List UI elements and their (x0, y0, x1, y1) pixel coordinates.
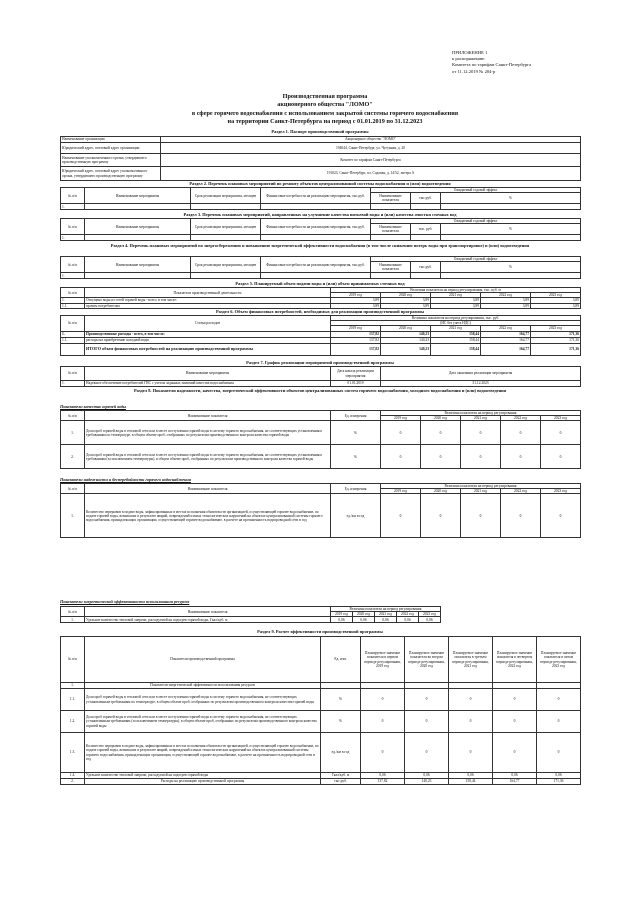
col-volume: Величина показателя на период регулирования, тыс. куб. м (331, 288, 581, 293)
year-header: 2021 год (375, 612, 397, 617)
year-header: 2022 год (481, 293, 531, 298)
col-period: Планируемое значение показателя в пятом периоде регулирования, 2023 год (537, 637, 581, 683)
row-num: 1.1. (61, 337, 85, 343)
row-name: расходы на приобретение холодной воды (85, 337, 331, 343)
cell-value: 164,77 (481, 337, 531, 343)
cell-unit: % (331, 421, 381, 445)
row-name: прочим потребителям (85, 303, 331, 308)
year-header: 2022 год (481, 326, 531, 331)
cell-value: 164,77 (493, 779, 537, 785)
col-finance: Финансовые потребности на реализацию мероприятия, тыс.руб. (261, 219, 371, 235)
cell-unit: Гкал/куб. м (321, 773, 361, 779)
year-header: 2020 год (381, 326, 431, 331)
section-8-heading: Раздел 8. Показатели надежности, качества, энергетической эффективности объектов централизованных систем горячего водоснабжения, холодного водоснабжения и (или) водоотведения (133, 388, 507, 393)
row-name: ИТОГО объем финансовых потребностей на реализацию производственной программы (85, 343, 331, 355)
passport-label: Наименование организации (61, 137, 161, 143)
cell-value: 0 (449, 711, 493, 733)
col-num: № п/п (61, 219, 85, 235)
title-line-3: в сфере горячего водоснабжения с использованием закрытой системы горячего водоснабжения (191, 109, 459, 117)
row-name: Удельное количество тепловой энергии, расходуемой на подогрев горячей воды (85, 773, 321, 779)
table-row (61, 711, 581, 733)
year-header: 2020 год (421, 489, 461, 494)
col-name: Наименование мероприятия (85, 257, 191, 273)
year-header: 2019 год (331, 612, 353, 617)
title-line-2: акционерного общества "ЛОМО" (277, 101, 373, 109)
cell-value: 0,06 (405, 773, 449, 779)
cell-value: 164,77 (481, 331, 531, 337)
col-period: Планируемое значение показателя в четвертом периоде регулирования, 2022 год (493, 637, 537, 683)
cell-value: 3,89 (381, 298, 431, 303)
cell-start: 01.01.2019 (331, 381, 381, 387)
cell-value: 0 (421, 494, 461, 538)
table-row (61, 779, 581, 785)
col-end: Дата окончания реализации мероприятия (381, 367, 581, 381)
row-num: 1. (61, 204, 85, 210)
row-name: Доля проб горячей воды в тепловой сети или в месте поступления горячей воды в систему горячего водоснабжения, не соответствующих установленным требованиям (за исключением температуры), в общем объеме проб, отобранных по результатам производственного контроля качества горячей воды (85, 445, 331, 469)
row-num: 1. (61, 273, 85, 279)
table-row (61, 494, 581, 538)
reliability-indicators-table (60, 483, 581, 538)
subheading-reliability: Показатели надежности и бесперебойности горячего водоснабжения (60, 477, 191, 482)
cell-value: 0 (501, 494, 541, 538)
row-name: Доля проб горячей воды в тепловой сети или в месте поступления горячей воды в систему горячего водоснабжения, не соответствующих установленным требованиям (за исключением температуры), в общем объеме проб, отобранных по результатам производственного контроля качества горячей воды (85, 711, 321, 733)
cell-value: 137,82 (331, 331, 381, 337)
document-title (90, 93, 560, 127)
cell-value: 3,89 (481, 303, 531, 308)
cell-value: 0 (541, 421, 581, 445)
col-unit: Ед. изм. (321, 637, 361, 683)
passport-value: Комитет по тарифам Санкт-Петербурга (161, 154, 581, 167)
cell-value: 171,36 (537, 779, 581, 785)
quality-plan-table (60, 218, 581, 241)
cell-value: 0 (421, 445, 461, 469)
cell-value: 3,89 (331, 303, 381, 308)
repair-plan-table (60, 187, 581, 210)
year-header: 2021 год (431, 293, 481, 298)
cell-value: 3,89 (381, 303, 431, 308)
section-5-heading: Раздел 5. Планируемый объем подачи воды и (или) объем принимаемых сточных вод (235, 281, 405, 286)
section-4-heading: Раздел 4. Перечень плановых мероприятий по энергосбережению и повышению энергетической эффективности водоснабжения (в том числе снижению потерь воды при транспортировке) и (или) водоотведения (110, 243, 530, 248)
col-indicator: Наименование показателя (371, 262, 411, 273)
col-period: Срок реализации мероприятия, месяцев (191, 219, 261, 235)
cell-value: 3,89 (531, 298, 581, 303)
row-num: 1.1. (61, 303, 85, 308)
year-header: 2021 год (461, 489, 501, 494)
row-num: 1. (61, 683, 85, 689)
col-volume: Величина показателя на период регулирования, тыс. руб. (331, 316, 581, 321)
col-period: Планируемое значение показателя в третьем периоде регулирования, 2021 год (449, 637, 493, 683)
year-header: 2023 год (541, 416, 581, 421)
cell-value: 0,06 (353, 617, 375, 623)
col-effect: Ожидаемый годовой эффект (371, 257, 581, 262)
year-header: 2019 год (381, 416, 421, 421)
col-num: № п/п (61, 316, 85, 332)
col-unit: Ед. измерения (331, 411, 381, 421)
col-rub: тыс.руб. (411, 193, 441, 204)
year-header: 2023 год (531, 293, 581, 298)
appendix-line: к распоряжению (452, 56, 485, 62)
table-row (61, 343, 581, 355)
table-row (61, 733, 581, 773)
row-num: 1. (61, 381, 85, 387)
row-num: 1. (61, 235, 85, 241)
year-header: 2022 год (501, 489, 541, 494)
cell-unit: ед./км в год (331, 494, 381, 538)
col-num: № п/п (61, 257, 85, 273)
cell-unit: тыс.руб. (321, 779, 361, 785)
title-line-1: Производственная программа (282, 93, 368, 100)
table-row (61, 421, 581, 445)
col-num: № п/п (61, 484, 85, 494)
cell-value: 0 (381, 445, 421, 469)
cell-value: 0 (541, 494, 581, 538)
row-num: 1. (61, 331, 85, 337)
row-name: Отпущено воды из сетей горячей воды - всего, в том числе: (85, 298, 331, 303)
row-name: Показатели энергетической эффективности использования ресурсов (85, 683, 321, 689)
col-pct: % (441, 224, 581, 235)
cell-value: 0 (405, 689, 449, 711)
col-name: Наименование показателя (85, 607, 331, 617)
cell-value: 137,82 (331, 343, 381, 355)
row-num: 1. (61, 298, 85, 303)
col-num: № п/п (61, 607, 85, 617)
cell-value: 0 (405, 711, 449, 733)
row-num: 1.1. (61, 689, 85, 711)
col-num: № п/п (61, 637, 85, 683)
section-3-heading: Раздел 3. Перечень плановых мероприятий, направленных на улучшение качества питьевой воды и (или) качества очистки сточных вод (183, 212, 457, 217)
passport-label: Наименование уполномоченного органа, утвердившего производственную программу (61, 154, 161, 167)
appendix-block (452, 50, 622, 75)
subheading-quality: Показатели качества горячей воды (60, 404, 126, 409)
col-name: Наименование показателя (85, 484, 331, 494)
year-header: 2022 год (397, 612, 419, 617)
col-effect: Ожидаемый годовой эффект (371, 188, 581, 193)
year-header: 2019 год (381, 489, 421, 494)
cell-value: 0,06 (375, 617, 397, 623)
cell-value: 158,44 (431, 343, 481, 355)
col-num: № п/п (61, 188, 85, 204)
col-num: № п/п (61, 411, 85, 421)
col-unit: Ед. измерения (331, 484, 381, 494)
cell-value: 0,06 (419, 617, 441, 623)
col-rub: тыс.руб. (411, 262, 441, 273)
col-name: Наименование мероприятия (85, 188, 191, 204)
row-name: Надежное обеспечение потребителей ГВС с учетом заданных значений качества водоснабжения (85, 381, 331, 387)
col-period: Планируемое значение показателя в первом периоде регулирования, 2019 год (361, 637, 405, 683)
title-line-4: на территории Санкт-Петербурга на период с 01.01.2019 по 31.12.2023 (227, 118, 423, 126)
cell-value: 171,36 (531, 337, 581, 343)
year-header: 2021 год (431, 326, 481, 331)
col-name: Наименование мероприятия (85, 219, 191, 235)
row-name: Расходы на реализацию производственной программы (85, 779, 321, 785)
cell-value: 0 (361, 711, 405, 733)
cell-value: 0 (493, 689, 537, 711)
row-name: Производственные расходы - всего, в том числе: (85, 331, 331, 337)
year-header: 2020 год (353, 612, 375, 617)
row-num: 2. (61, 779, 85, 785)
cell-value: 137,82 (361, 779, 405, 785)
cell-value: 0 (381, 494, 421, 538)
passport-label: Юридический адрес, почтовый адрес организации (61, 143, 161, 154)
cell-value: 158,44 (431, 331, 481, 337)
passport-value: 194044, Санкт-Петербург, ул. Чугунная, д. 20 (161, 143, 581, 154)
energy-indicators-table (60, 606, 441, 623)
col-effect: Ожидаемый годовой эффект (371, 219, 581, 224)
row-num: 1.4. (61, 773, 85, 779)
col-name: Наименование показателя (85, 411, 331, 421)
col-volume: Величина показателя на период регулирования (381, 411, 581, 416)
col-finance: Финансовые потребности на реализацию мероприятия, тыс.руб. (261, 188, 371, 204)
finance-table (60, 315, 581, 356)
schedule-table (60, 366, 581, 387)
passport-value: Акционерное общество "ЛОМО" (161, 137, 581, 143)
cell-value: 140,23 (381, 337, 431, 343)
table-row (61, 303, 581, 308)
col-rub: тыс. руб. (411, 224, 441, 235)
cell-value: 140,23 (381, 343, 431, 355)
col-indicator: Наименование показателя (371, 224, 411, 235)
cell-value: 137,82 (331, 337, 381, 343)
col-period: Срок реализации мероприятия, месяцев (191, 257, 261, 273)
col-name: Показатели производственной программы (85, 637, 321, 683)
cell-value: 158,44 (431, 337, 481, 343)
cell-value: 0,06 (397, 617, 419, 623)
cell-value: 0 (493, 733, 537, 773)
cell-value: 158,44 (449, 779, 493, 785)
row-num (61, 343, 85, 355)
energy-plan-table (60, 256, 581, 279)
cell-value: 3,89 (531, 303, 581, 308)
cell-value: 3,89 (331, 298, 381, 303)
row-name: Доля проб горячей воды в тепловой сети или в месте поступления горячей воды в систему горячего водоснабжения, не соответствующих установленным требованиям по температуре, в общем объеме проб, отобранных по результатам производственного контроля качества горячей воды (85, 421, 331, 445)
year-header: 2019 год (331, 326, 381, 331)
cell-value: 0 (405, 733, 449, 773)
cell-value: 0 (449, 689, 493, 711)
col-indicator: Наименование показателя (371, 193, 411, 204)
cell-value: 0 (501, 421, 541, 445)
col-volume: Величина показателя на период регулирования (331, 607, 441, 612)
row-name: Удельное количество тепловой энергии, расходуемой на подогрев горячей воды, Гкал/куб. м (85, 617, 331, 623)
cell-value: 3,89 (431, 303, 481, 308)
row-name: Количество перерывов в подаче воды, зафиксированных в местах исполнения обязательств организацией, осуществляющей горячее водоснабжение, по подаче горячей воды, возникших в результате аварий, повреждений и иных технологических нарушений на объектах централизованной системы горячего водоснабжения, принадлежащих организации, осуществляющей горячее водоснабжение, в расчете на протяженность водопроводной сети в год (85, 494, 331, 538)
appendix-line: Комитета по тарифам Санкт-Петербурга (452, 62, 532, 68)
cell-value: 0 (537, 711, 581, 733)
year-header: 2019 год (331, 293, 381, 298)
year-header: 2023 год (531, 326, 581, 331)
cell-value: 3,89 (481, 298, 531, 303)
section-9-heading: Раздел 9. Расчет эффективности производственной программы (257, 629, 383, 634)
cell-unit: % (331, 445, 381, 469)
table-row (61, 617, 441, 623)
row-num: 1. (61, 494, 85, 538)
cell-value: 0 (461, 445, 501, 469)
col-period: Срок реализации мероприятия, месяцев (191, 188, 261, 204)
cell-unit: % (321, 711, 361, 733)
passport-label: Юридический адрес, почтовый адрес уполномоченного органа, утвердившего производственную программу (61, 167, 161, 181)
year-header: 2021 год (461, 416, 501, 421)
year-header: 2023 год (541, 489, 581, 494)
volume-table (60, 287, 581, 309)
row-num: 1. (61, 421, 85, 445)
row-name: Доля проб горячей воды в тепловой сети или в месте поступления горячей воды в систему горячего водоснабжения, не соответствующих установленным требованиям по температуре, в общем объеме проб, отобранных по результатам производственного контроля качества горячей воды (85, 689, 321, 711)
row-num: 1.2. (61, 711, 85, 733)
cell-value: 0 (461, 421, 501, 445)
cell-value: 0 (501, 445, 541, 469)
passport-value: 191023, Санкт-Петербург, пл. Садовая, д. 14/52, литера А (161, 167, 581, 181)
cell-end: 31.12.2023 (381, 381, 581, 387)
cell-value: 0 (421, 421, 461, 445)
passport-table (60, 136, 581, 181)
cell-value: 0 (537, 689, 581, 711)
col-start: Дата начала реализации мероприятия (331, 367, 381, 381)
section-1-heading: Раздел 1. Паспорт производственной программы (271, 129, 369, 134)
efficiency-table (60, 636, 581, 785)
cell-unit: % (321, 689, 361, 711)
cell-value: 0 (461, 494, 501, 538)
year-header: 2020 год (421, 416, 461, 421)
cell-value: 164,77 (481, 343, 531, 355)
table-row (61, 445, 581, 469)
cell-value: 3,89 (431, 298, 481, 303)
col-name: Наименование мероприятия (85, 367, 331, 381)
cell-value: 140,23 (405, 779, 449, 785)
col-num: № п/п (61, 367, 85, 381)
cell-value: 171,36 (531, 331, 581, 337)
col-pct: % (441, 193, 581, 204)
col-finance: Финансовые потребности на реализацию мероприятия, тыс.руб. (261, 257, 371, 273)
col-pct: % (441, 262, 581, 273)
cell-value: 0,06 (361, 773, 405, 779)
row-num: 2. (61, 445, 85, 469)
section-7-heading: Раздел 7. График реализации мероприятий производственной программы (246, 360, 394, 365)
col-num: № п/п (61, 288, 85, 298)
cell-value: 0,06 (449, 773, 493, 779)
cell-value: 140,23 (381, 331, 431, 337)
quality-indicators-table (60, 410, 581, 469)
cell-value: 0,06 (493, 773, 537, 779)
cell-value: 0,06 (537, 773, 581, 779)
cell-value: 0 (541, 445, 581, 469)
row-num: 1.3. (61, 733, 85, 773)
table-row (61, 381, 581, 387)
subheading-energy: Показатели энергетической эффективности использования ресурсов (60, 599, 190, 604)
year-header: 2020 год (381, 293, 431, 298)
cell-value: 0 (381, 421, 421, 445)
cell-value: 0 (449, 733, 493, 773)
row-name: Количество перерывов в подаче воды, зафиксированных в местах исполнения обязательств организацией, осуществляющей горячее водоснабжение, по подаче горячей воды, возникших в результате аварий, повреждений и иных технологических нарушений на объектах централизованной системы горячего водоснабжения, принадлежащих организации, осуществляющей горячее водоснабжение, в расчете на протяженность водопроводной сети в год (85, 733, 321, 773)
section-6-heading: Раздел 6. Объем финансовых потребностей, необходимых для реализации производственной программы (216, 309, 424, 314)
appendix-line: от 11.12.2019 № 204-р (452, 68, 496, 74)
cell-value: 0 (361, 689, 405, 711)
cell-value: 0,06 (331, 617, 353, 623)
cell-value: 0 (537, 733, 581, 773)
col-name: Статьи расходов (85, 316, 331, 332)
row-num: 1. (61, 617, 85, 623)
section-2-heading: Раздел 2. Перечень плановых мероприятий по ремонту объектов централизованной системы водоснабжения и (или) водоотведения (189, 181, 451, 186)
cell-unit: ед./км в год (321, 733, 361, 773)
col-volume: Величина показателя на период регулирования (381, 484, 581, 489)
cell-value: 171,36 (531, 343, 581, 355)
col-nds: (НС без учета НДС) (331, 321, 581, 326)
year-header: 2022 год (501, 416, 541, 421)
appendix-line: ПРИЛОЖЕНИЕ 1 (452, 50, 488, 55)
cell-value: 0 (493, 711, 537, 733)
cell-value: 0 (361, 733, 405, 773)
table-row (61, 689, 581, 711)
year-header: 2023 год (419, 612, 441, 617)
col-name: Показатели производственной деятельности (85, 288, 331, 298)
col-period: Планируемое значение показателя во втором периоде регулирования, 2020 год (405, 637, 449, 683)
